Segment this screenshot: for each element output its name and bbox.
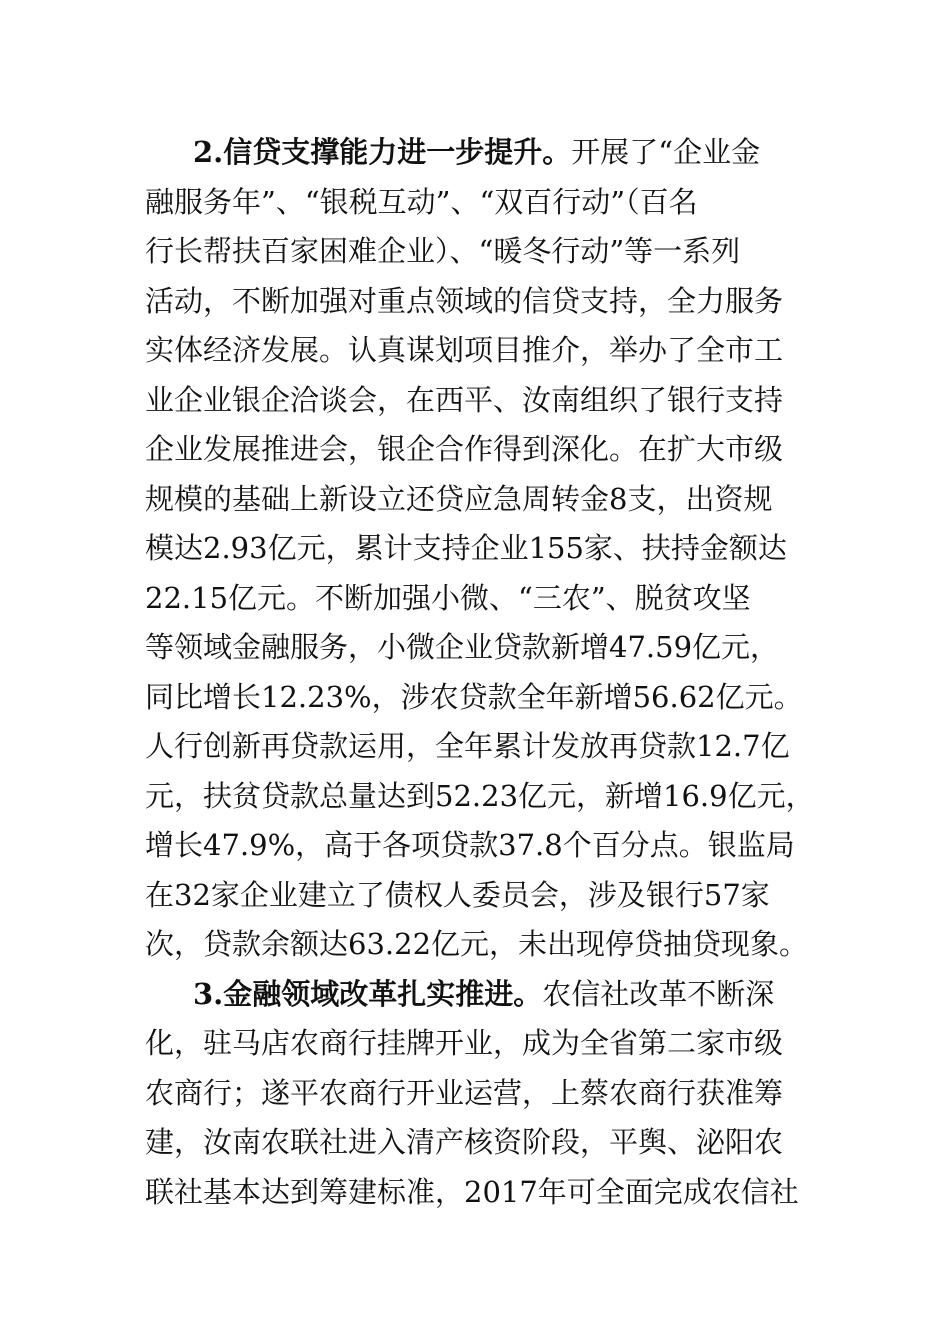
- section-heading: 2.信贷支撑能力进一步提升。: [193, 135, 572, 169]
- paragraph-first-line: [145, 970, 825, 1020]
- text-line: 活动，不断加强对重点领域的信贷支持，全力服务: [145, 283, 784, 318]
- text-line: 次，贷款余额达63.22亿元，未出现停贷抽贷现象。: [145, 927, 809, 961]
- text-line: 建，汝南农联社进入清产核资阶段，平舆、泌阳农: [145, 1125, 784, 1159]
- text-line: 行长帮扶百家困难企业）、“暖冬行动”等一系列: [145, 234, 741, 268]
- document-body: [145, 128, 825, 1217]
- text-run: 农信社改革不断深: [542, 976, 775, 1011]
- text-line: 规模的基础上新设立还贷应急周转金8支，出资规: [145, 481, 773, 516]
- section-heading: 3.金融领域改革扎实推进。: [193, 976, 543, 1011]
- text-line: 增长47.9%，高于各项贷款37.8个百分点。银监局: [145, 828, 795, 862]
- text-line: 农商行；遂平农商行开业运营，上蔡农商行获准筹: [145, 1075, 784, 1110]
- text-line: 企业发展推进会，银企合作得到深化。在扩大市级: [145, 432, 784, 466]
- text-line: 在32家企业建立了债权人委员会，涉及银行57家: [145, 877, 770, 912]
- text-line: 融服务年”、“银税互动”、“双百行动”（百名: [145, 184, 698, 219]
- text-run: 开展了“企业金: [571, 135, 761, 169]
- text-line: 模达2.93亿元，累计支持企业155家、扶持金额达: [145, 531, 787, 565]
- paragraph-first-line: [145, 128, 825, 178]
- paragraph-financial-reform: [145, 970, 825, 1218]
- text-line: 联社基本达到筹建标准，2017年可全面完成农信社: [145, 1174, 799, 1209]
- text-line: 22.15亿元。不断加强小微、“三农”、脱贫攻坚: [145, 580, 751, 615]
- text-line: 人行创新再贷款运用，全年累计发放再贷款12.7亿: [145, 729, 790, 763]
- text-line: 等领域金融服务，小微企业贷款新增47.59亿元，: [145, 630, 780, 664]
- text-line: 元，扶贫贷款总量达到52.23亿元，新增16.9亿元，: [145, 778, 815, 813]
- paragraph-credit-support: [145, 128, 825, 970]
- text-line: 业企业银企洽谈会，在西平、汝南组织了银行支持: [145, 382, 784, 417]
- text-line: 实体经济发展。认真谋划项目推介，举办了全市工: [145, 333, 784, 367]
- text-line: 化，驻马店农商行挂牌开业，成为全省第二家市级: [145, 1026, 784, 1060]
- text-line: 同比增长12.23%，涉农贷款全年新增56.62亿元。: [145, 679, 803, 714]
